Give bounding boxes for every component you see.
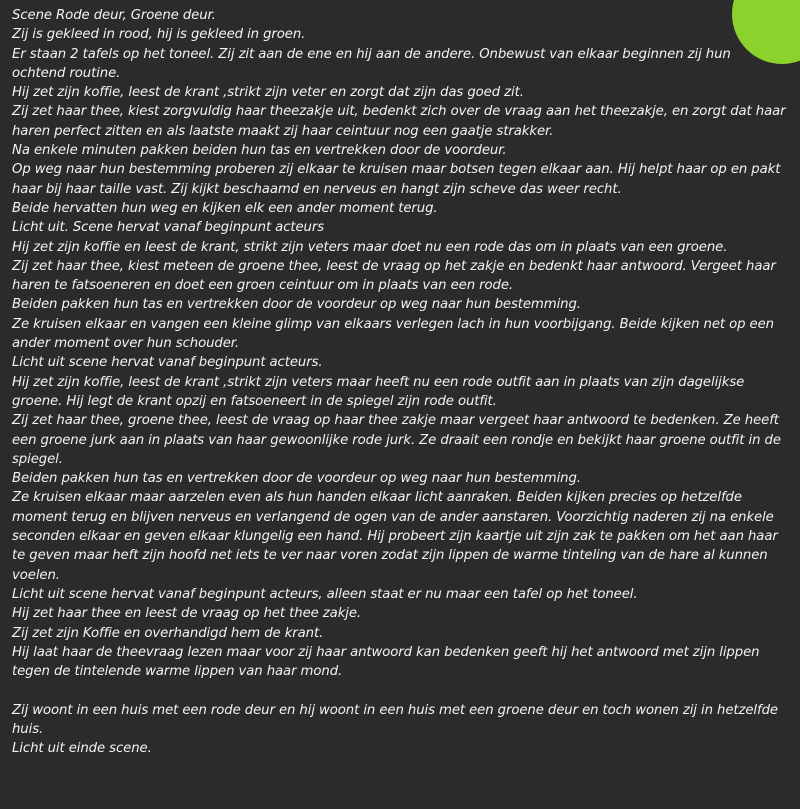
text-line: te geven maar heft zijn hoofd net iets te ver naar voren zodat zijn lippen de warme tinteling van de hare al kunnen: [12, 548, 768, 564]
text-line: Er staan 2 tafels op het toneel. Zij zit aan de ene en hij aan de andere. Onbewust van elkaar beginnen zij hun: [12, 46, 731, 62]
text-line: Zij woont in een huis met een rode deur en hij woont in een huis met een groene deur en toch wonen zij in hetzelfde: [12, 702, 778, 718]
text-line: Beide hervatten hun weg en kijken elk een ander moment terug.: [12, 200, 438, 216]
text-line: seconden elkaar en geven elkaar klungelig een hand. Hij probeert zijn kaartje uit zijn zak te pakken om het aan haar: [12, 529, 778, 545]
text-line: moment terug en blijven nerveus en verlangend de ogen van de ander aanstaren. Voorzichtig naderen zij na enkele: [12, 509, 774, 525]
text-line: Op weg naar hun bestemming proberen zij elkaar te kruisen maar botsen tegen elkaar aan. Hij helpt haar op en pakt: [12, 162, 781, 178]
text-line: Zij is gekleed in rood, hij is gekleed in groen.: [12, 27, 306, 43]
text-line: Hij zet zijn koffie, leest de krant ,strikt zijn veters maar heeft nu een rode outfit aan in plaats van zijn dagelijkse: [12, 374, 745, 390]
text-line: Beiden pakken hun tas en vertrekken door de voordeur op weg naar hun bestemming.: [12, 297, 581, 313]
blank-line: [12, 681, 792, 700]
text-line: groene. Hij legt de krant opzij en fatsoeneert in de spiegel zijn rode outfit.: [12, 393, 497, 409]
text-line: Ze kruisen elkaar en vangen een kleine glimp van elkaars verlegen lach in hun voorbijgang. Beide kijken net op een: [12, 316, 774, 332]
text-line: ochtend routine.: [12, 65, 121, 81]
text-line: Ze kruisen elkaar maar aarzelen even als hun handen elkaar licht aanraken. Beiden kijken precies op hetzelfde: [12, 490, 742, 506]
text-line: haar bij haar taille vast. Zij kijkt beschaamd en nerveus en hangt zijn scheve das weer recht.: [12, 181, 622, 197]
text-line: tegen de tintelende warme lippen van haar mond.: [12, 664, 343, 680]
text-line: Zij zet haar thee, groene thee, leest de vraag op haar thee zakje maar vergeet haar antwoord te bedenken. Ze heeft: [12, 413, 779, 429]
text-line: Licht uit scene hervat vanaf beginpunt acteurs.: [12, 355, 323, 371]
text-line: ander moment over hun schouder.: [12, 336, 240, 352]
text-line: Licht uit. Scene hervat vanaf beginpunt acteurs: [12, 220, 325, 236]
text-line: haren te fatsoeneren en doet een groen ceintuur om in plaats van een rode.: [12, 278, 513, 294]
text-line: Licht uit einde scene.: [12, 741, 152, 757]
text-line: spiegel.: [12, 451, 63, 467]
scene-text: [12, 6, 792, 759]
text-line: Beiden pakken hun tas en vertrekken door de voordeur op weg naar hun bestemming.: [12, 471, 581, 487]
text-line: Na enkele minuten pakken beiden hun tas en vertrekken door de voordeur.: [12, 143, 507, 159]
text-line: Hij zet zijn koffie en leest de krant, strikt zijn veters maar doet nu een rode das om in plaats van een groene.: [12, 239, 728, 255]
text-line: haren perfect zitten en als laatste maakt zij haar ceintuur nog een gaatje strakker.: [12, 123, 554, 139]
text-line: Licht uit scene hervat vanaf beginpunt acteurs, alleen staat er nu maar een tafel op het toneel.: [12, 586, 638, 602]
text-line: Hij laat haar de theevraag lezen maar voor zij haar antwoord kan bedenken geeft hij het antwoord met zijn lippen: [12, 644, 760, 660]
text-line: een groene jurk aan in plaats van haar gewoonlijke rode jurk. Ze draait een rondje en bekijkt haar groene outfit in de: [12, 432, 781, 448]
text-line: voelen.: [12, 567, 60, 583]
text-line: Hij zet haar thee en leest de vraag op het thee zakje.: [12, 606, 362, 622]
text-line: Scene Rode deur, Groene deur.: [12, 8, 216, 23]
text-line: Zij zet haar thee, kiest zorgvuldig haar theezakje uit, bedenkt zich over de vraag aan het theezakje, en zorgt dat haar: [12, 104, 786, 120]
text-line: huis.: [12, 721, 44, 737]
text-line: Zij zet zijn Koffie en overhandigd hem de krant.: [12, 625, 324, 641]
text-line: Zij zet haar thee, kiest meteen de groene thee, leest de vraag op het zakje en bedenkt haar antwoord. Vergeet haar: [12, 258, 776, 274]
text-line: Hij zet zijn koffie, leest de krant ,strikt zijn veter en zorgt dat zijn das goed zit.: [12, 85, 524, 101]
